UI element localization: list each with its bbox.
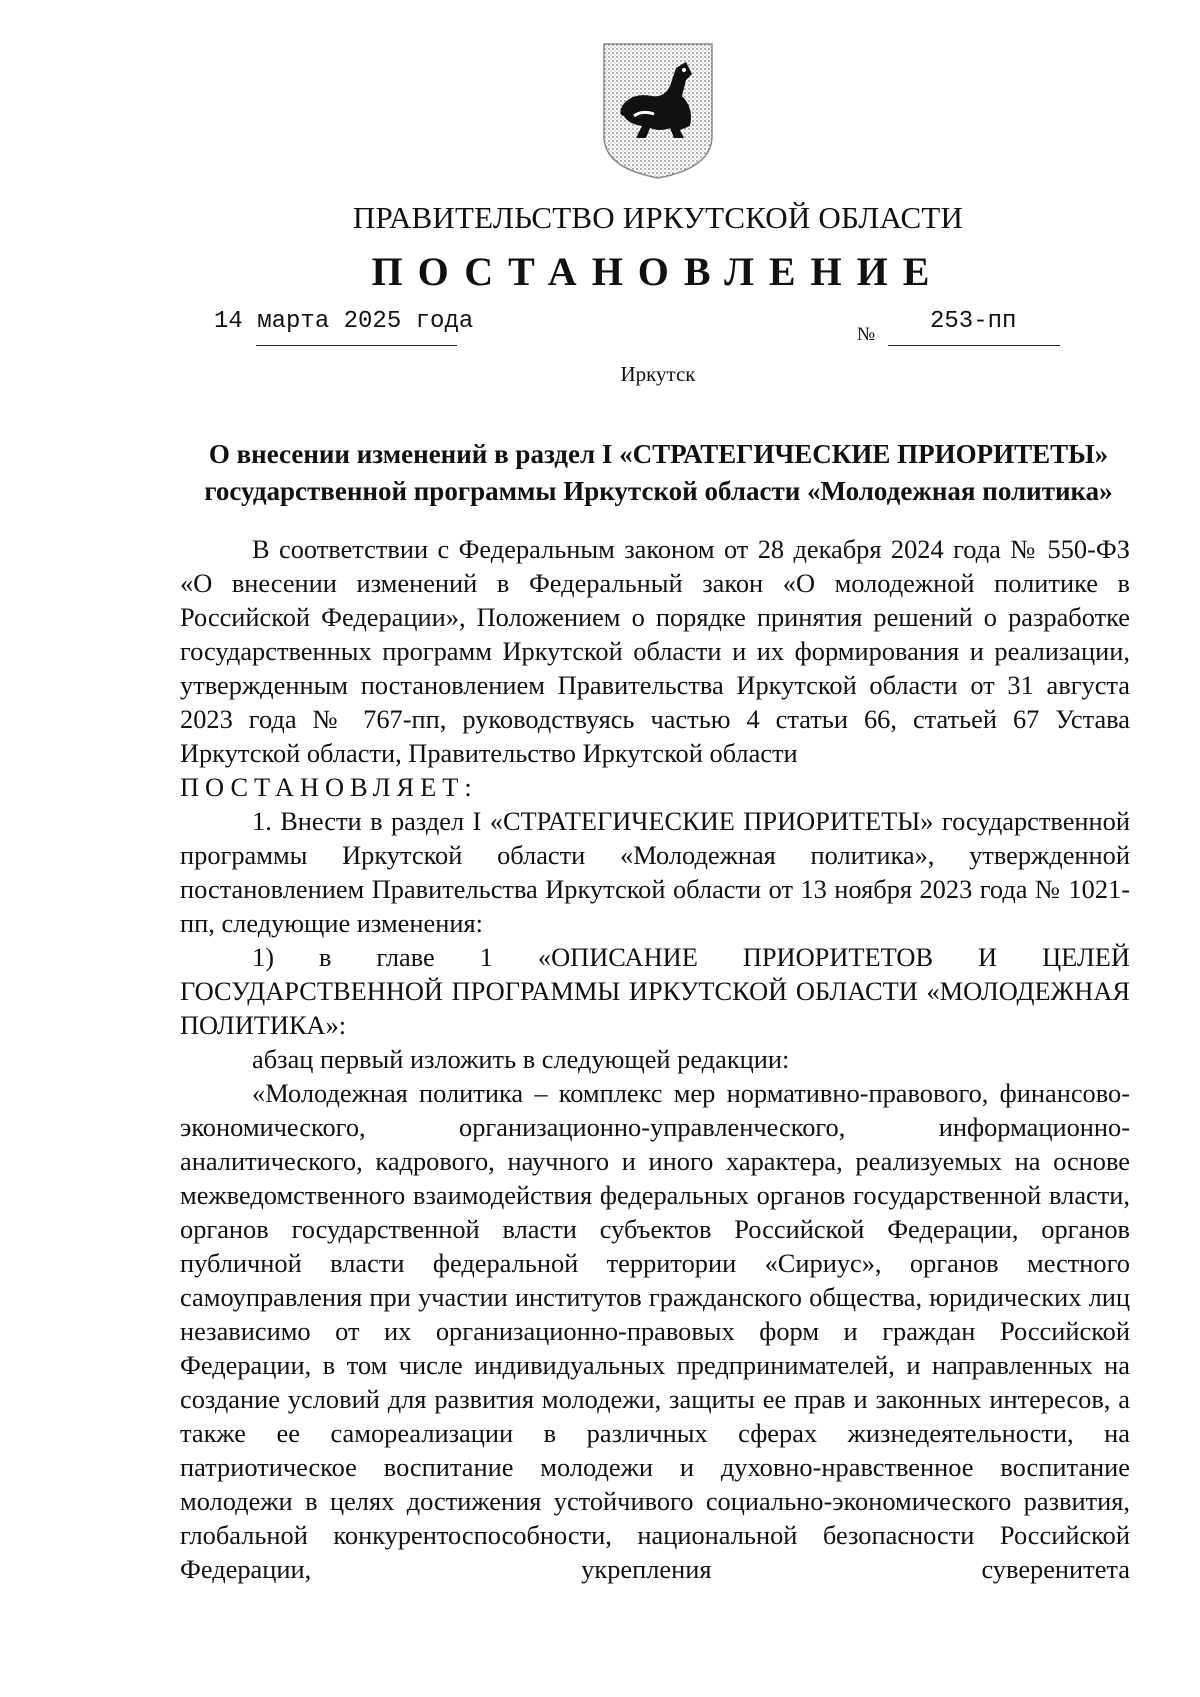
document-title-line-2: государственной программы Иркутской области «Молодежная политика» xyxy=(204,476,1113,506)
coat-of-arms-emblem-icon xyxy=(600,40,716,180)
number-underline xyxy=(888,345,1060,346)
subitem-1-paragraph: 1) в главе 1 «ОПИСАНИЕ ПРИОРИТЕТОВ И ЦЕЛЕЙ ГОСУДАРСТВЕННОЙ ПРОГРАММЫ ИРКУТСКОЙ ОБЛАСТИ «МОЛОДЕЖНАЯ ПОЛИТИКА»: xyxy=(180,942,1130,1040)
authority-name: ПРАВИТЕЛЬСТВО ИРКУТСКОЙ ОБЛАСТИ xyxy=(352,200,964,235)
document-body xyxy=(180,532,1130,1586)
number-sign: № xyxy=(857,324,876,345)
preamble-paragraph: В соответствии с Федеральным законом от 28 декабря 2024 года № 550-ФЗ «О внесении изменений в Федеральный закон «О молодежной политике в Российской Федерации», Положением о порядке принятия решений о разработке государственных программ Иркутской области и их формирования и реализации, утвержденным постановлением Правительства Иркутской области от 31 августа 2023 года № 767-пп, руководствуясь частью 4 статьи 66, статьей 67 Устава Иркутской области, Правительство Иркутской области xyxy=(180,534,1130,768)
quoted-paragraph: «Молодежная политика – комплекс мер нормативно-правового, финансово-экономического, организационно-управленческого, информационно-аналитического, кадрового, научного и иного характера, реализуемых на основе межведомственного взаимодействия федеральных органов государственной власти, органов государственной власти субъектов Российской Федерации, органов публичной власти федеральной территории «Сириус», органов местного самоуправления при участии институтов гражданского общества, юридических лиц независимо от их организационно-правовых форм и граждан Российской Федерации, в том числе индивидуальных предпринимателей, и направленных на создание условий для развития молодежи, защиты ее прав и законных интересов, а также ее самореализации в различных сферах жизнедеятельности, на патриотическое воспитание молодежи и духовно-нравственное воспитание молодежи в целях достижения устойчивого социально-экономического развития, глобальной конкурентоспособности, национальной безопасности Российской Федерации, укрепления суверенитета xyxy=(180,1078,1130,1584)
document-title-line-1: О внесении изменений в раздел I «СТРАТЕГИЧЕСКИЕ ПРИОРИТЕТЫ» xyxy=(208,439,1109,469)
item-1-paragraph: 1. Внести в раздел I «СТРАТЕГИЧЕСКИЕ ПРИОРИТЕТЫ» государственной программы Иркутской области «Молодежная политика», утвержденной постановлением Правительства Иркутской области от 13 ноября 2023 года № 1021-пп, следующие изменения: xyxy=(180,806,1130,938)
city: Иркутск xyxy=(620,362,696,386)
instruction-paragraph: абзац первый изложить в следующей редакции: xyxy=(252,1044,790,1074)
date-underline xyxy=(256,345,457,346)
document-date: 14 марта 2025 года xyxy=(214,308,474,335)
document-type: ПОСТАНОВЛЕНИЕ xyxy=(371,249,945,294)
document-title xyxy=(180,436,1137,510)
document-number: 253-пп xyxy=(930,308,1017,335)
decree-word: ПОСТАНОВЛЯЕТ: xyxy=(180,772,478,802)
